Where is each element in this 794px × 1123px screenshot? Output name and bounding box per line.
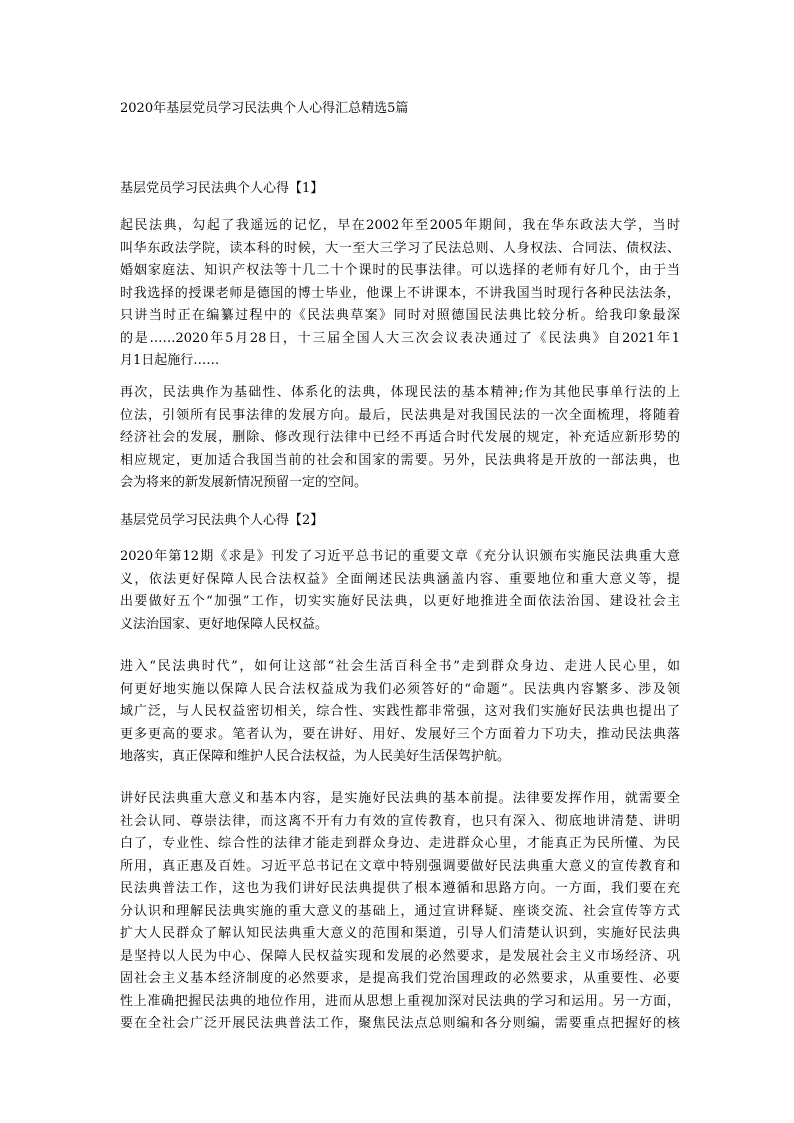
text-line: 时我选择的授课老师是德国的博士毕业，他课上不讲课本，不讲我国当时现行各种民法法条， xyxy=(120,285,680,301)
text-line: 进入“民法典时代”，如何让这部“社会生活百科全书”走到群众身边、走进人民心里，如 xyxy=(120,659,680,674)
text-line: 只讲当时正在编纂过程中的《民法典草案》同时对照德国民法典比较分析。给我印象最深 xyxy=(120,308,680,323)
text-line: 义法治国家、更好地保障人民权益。 xyxy=(120,616,329,632)
text-line: 2020年第12期《求是》刊发了习近平总书记的重要文章《充分认识颁布实施民法典重大意 xyxy=(120,549,680,564)
text-line: 域广泛，与人民权益密切相关，综合性、实践性都非常强，这对我们实施好民法典也提出了 xyxy=(120,704,680,719)
text-line: 性上准确把握民法典的地位作用，进而从思想上重视加深对民法典的学习和运用。另一方面， xyxy=(120,993,680,1009)
text-line: 经济社会的发展，删除、修改现行法律中已经不再适合时代发展的规定，补充适应新形势的 xyxy=(120,430,680,445)
text-line: 讲好民法典重大意义和基本内容，是实施好民法典的基本前提。法律要发挥作用，就需要全 xyxy=(120,791,680,806)
paragraph xyxy=(120,656,680,769)
text-line: 何更好地实施以保障人民合法权益成为我们必须答好的“命题”。民法典内容繁多、涉及领 xyxy=(120,681,680,697)
text-line: 更多更高的要求。笔者认为，要在讲好、用好、发展好三个方面着力下功夫，推动民法典落 xyxy=(120,726,680,742)
text-line: 固社会主义基本经济制度的必然要求，是提高我们党治国理政的必然要求，从重要性、必要 xyxy=(120,971,680,986)
text-line: 地落实，真正保障和维护人民合法权益，为人民美好生活保驾护航。 xyxy=(120,749,511,764)
text-line: 的是……2020年5月28日，十三届全国人大三次会议表决通过了《民法典》自2021年1 xyxy=(120,330,680,346)
section-heading-2: 基层党员学习民法典个人心得【2】 xyxy=(120,513,324,528)
text-line: 民法典普法工作，这也为我们讲好民法典提供了根本遵循和思路方向。一方面，我们要在充 xyxy=(120,881,680,896)
paragraph xyxy=(120,546,680,636)
text-line: 再次，民法典作为基础性、体系化的法典，体现民法的基本精神;作为其他民事单行法的上 xyxy=(120,385,680,400)
text-line: 分认识和理解民法典实施的重大意义的基础上，通过宣讲释疑、座谈交流、社会宣传等方式 xyxy=(120,903,680,919)
text-line: 白了，专业性、综合性的法律才能走到群众身边、走进群众心里，才能真正为民所懂、为民 xyxy=(120,836,680,851)
text-line: 叫华东政法学院，读本科的时候，大一至大三学习了民法总则、人身权法、合同法、债权法、 xyxy=(120,240,680,256)
text-line: 婚姻家庭法、知识产权法等十几二十个课时的民事法律。可以选择的老师有好几个，由于当 xyxy=(120,263,680,278)
text-line: 相应规定，更加适合我国当前的社会和国家的需要。另外，民法典将是开放的一部法典，也 xyxy=(120,452,680,468)
text-line: 所用，真正惠及百姓。习近平总书记在文章中特别强调要做好民法典重大意义的宣传教育和 xyxy=(120,858,680,874)
section-heading-1: 基层党员学习民法典个人心得【1】 xyxy=(120,181,324,196)
text-line: 社会认同、尊崇法律，而这离不开有力有效的宣传教育，也只有深入、彻底地讲清楚、讲明 xyxy=(120,813,680,829)
text-line: 要在全社会广泛开展民法典普法工作，聚焦民法点总则编和各分则编，需要重点把握好的核 xyxy=(120,1016,680,1031)
paragraph xyxy=(120,382,680,495)
text-line: 位法，引领所有民事法律的发展方向。最后，民法典是对我国民法的一次全面梳理，将随着 xyxy=(120,407,680,423)
text-line: 是坚持以人民为中心、保障人民权益实现和发展的必然要求，是发展社会主义市场经济、巩 xyxy=(120,948,680,964)
text-line: 扩大人民群众了解认知民法典重大意义的范围和渠道，引导人们清楚认识到，实施好民法典 xyxy=(120,926,680,941)
paragraph xyxy=(120,788,680,1036)
text-line: 义，依法更好保障人民合法权益》全面阐述民法典涵盖内容、重要地位和重大意义等，提 xyxy=(120,571,680,587)
text-line: 出要做好五个“加强”工作，切实实施好民法典，以更好地推进全面依法治国、建设社会主 xyxy=(120,594,680,609)
paragraph xyxy=(120,215,680,373)
text-line: 月1日起施行…… xyxy=(120,353,220,368)
document-title: 2020年基层党员学习民法典个人心得汇总精选5篇 xyxy=(120,101,409,116)
text-line: 起民法典，勾起了我遥远的记忆，早在2002年至2005年期间，我在华东政法大学，当时 xyxy=(120,218,680,233)
text-line: 会为将来的新发展新情况预留一定的空间。 xyxy=(120,475,368,490)
